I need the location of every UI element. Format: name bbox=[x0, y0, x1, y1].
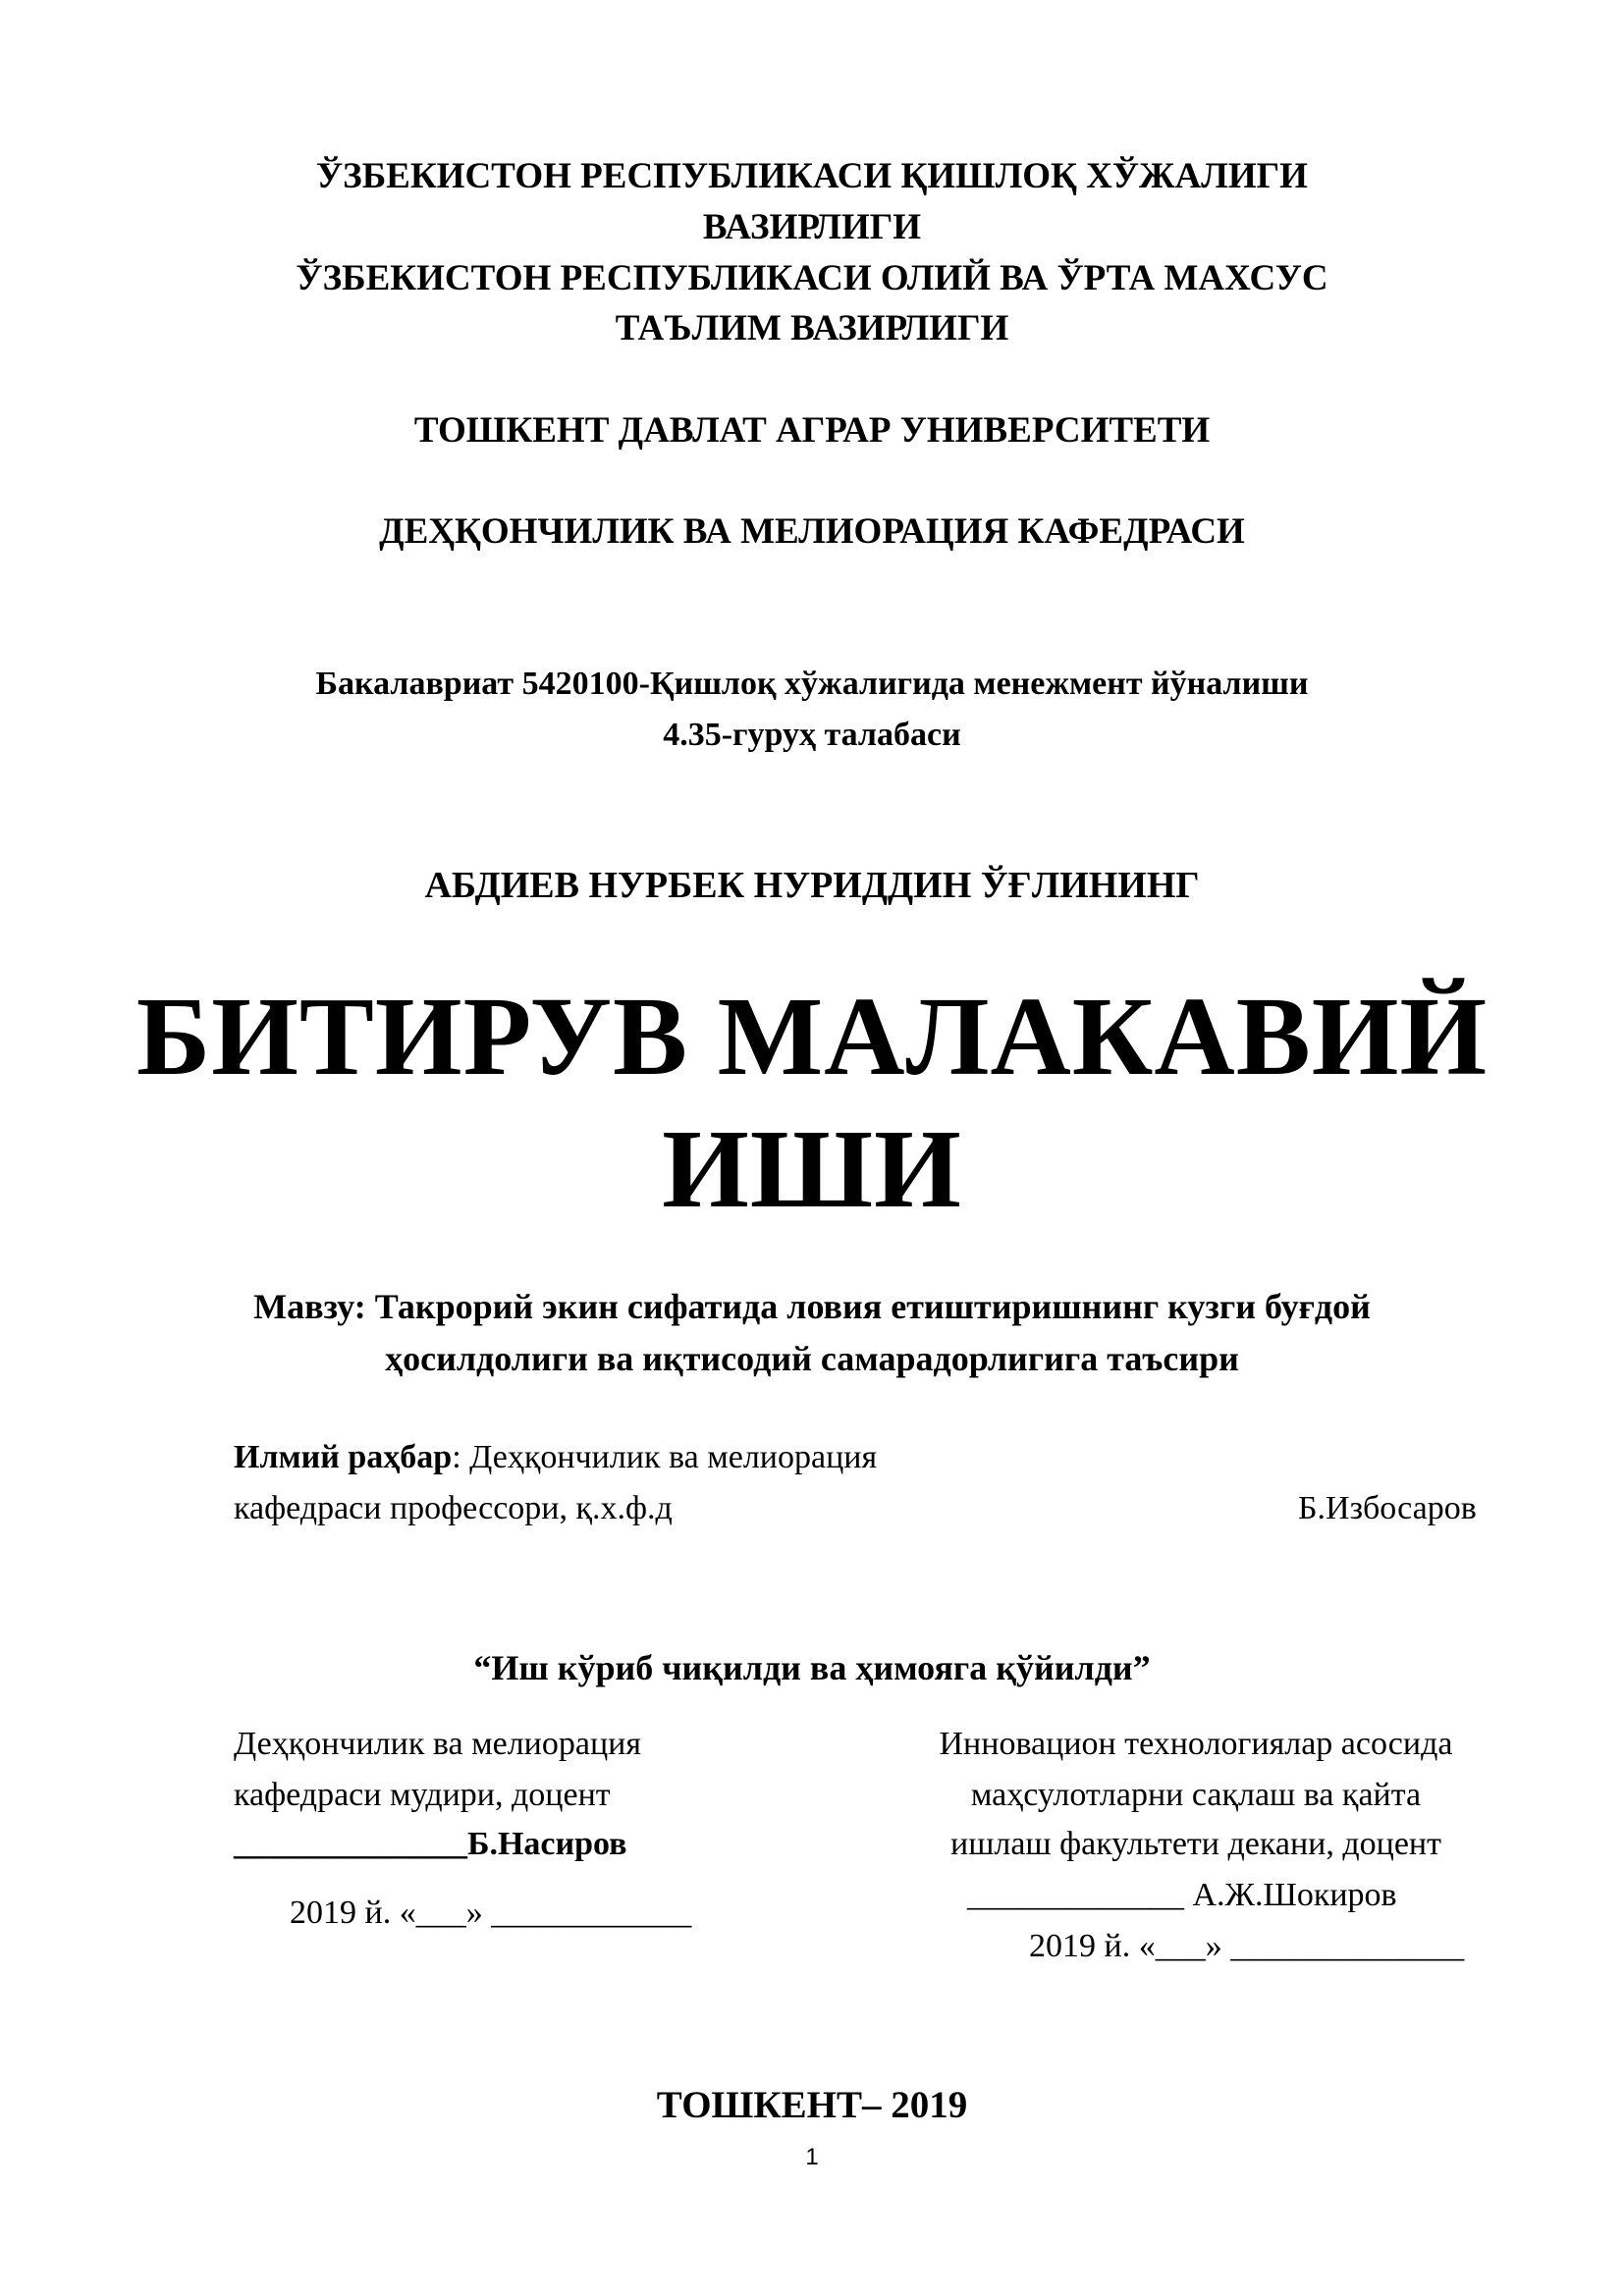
dean-name: А.Ж.Шокиров bbox=[1184, 1877, 1397, 1913]
supervisor-label: Илмий раҳбар bbox=[234, 1439, 453, 1475]
signature-line: ______________ bbox=[234, 1826, 467, 1862]
head-of-department-line1: Деҳқончилик ва мелиорация bbox=[234, 1726, 641, 1762]
dean-signature bbox=[967, 1877, 1397, 1914]
ministry-education-line1: ЎЗБЕКИСТОН РЕСПУБЛИКАСИ ОЛИЙ ВА ЎРТА МАХСУС bbox=[296, 258, 1328, 298]
ministry-agriculture-line1: ЎЗБЕКИСТОН РЕСПУБЛИКАСИ ҚИШЛОҚ ХЎЖАЛИГИ bbox=[316, 156, 1308, 196]
city-year: ТОШКЕНТ– 2019 bbox=[656, 2084, 968, 2126]
university-name: ТОШКЕНТ ДАВЛАТ АГРАР УНИВЕРСИТЕТИ bbox=[413, 410, 1211, 451]
head-of-department-name: Б.Насиров bbox=[467, 1826, 627, 1862]
topic-line2: ҳосилдолиги ва иқтисодий самарадорлигига таъсири bbox=[385, 1339, 1239, 1378]
supervisor-affiliation: : Деҳқончилик ва мелиорация bbox=[452, 1439, 878, 1475]
supervisor-name: Б.Избосаров bbox=[1298, 1490, 1477, 1526]
topic-line1: Мавзу: Такрорий экин сифатида ловия етиштиришнинг кузги буғдой bbox=[253, 1287, 1371, 1326]
ministry-agriculture-line2: ВАЗИРЛИГИ bbox=[702, 207, 922, 247]
document-title-line1: БИТИРУВ МАЛАКАВИЙ bbox=[135, 974, 1489, 1098]
head-of-department-signature bbox=[234, 1826, 627, 1863]
head-of-department-line2: кафедраси мудири, доцент bbox=[234, 1777, 611, 1813]
page-number: 1 bbox=[805, 2144, 819, 2170]
supervisor-line1 bbox=[234, 1439, 877, 1476]
dean-date: 2019 й. «___» ______________ bbox=[1029, 1928, 1465, 1964]
document-title-line2: ИШИ bbox=[662, 1106, 962, 1231]
approval-heading: “Иш кўриб чиқилди ва ҳимояга қўйилди” bbox=[473, 1648, 1151, 1687]
program-line: Бакалавриат 5420100-Қишлоқ хўжалигида менежмент йўналиши bbox=[315, 666, 1309, 702]
signature-line: _____________ bbox=[967, 1877, 1184, 1913]
head-of-department-date: 2019 й. «___» ____________ bbox=[290, 1895, 692, 1931]
department-name: ДЕҲҚОНЧИЛИК ВА МЕЛИОРАЦИЯ КАФЕДРАСИ bbox=[379, 511, 1245, 552]
ministry-education-line2: ТАЪЛИМ ВАЗИРЛИГИ bbox=[615, 308, 1009, 348]
supervisor-title: кафедраси профессори, қ.х.ф.д bbox=[234, 1490, 673, 1526]
dean-line1: Инновацион технологиялар асосида bbox=[939, 1726, 1453, 1762]
dean-line2: маҳсулотларни сақлаш ва қайта bbox=[970, 1777, 1422, 1813]
student-name: АБДИЕВ НУРБЕК НУРИДДИН ЎҒЛИНИНГ bbox=[424, 865, 1200, 906]
dean-line3: ишлаш факультети декани, доцент bbox=[950, 1826, 1441, 1862]
group-line: 4.35-гуруҳ талабаси bbox=[663, 717, 961, 753]
